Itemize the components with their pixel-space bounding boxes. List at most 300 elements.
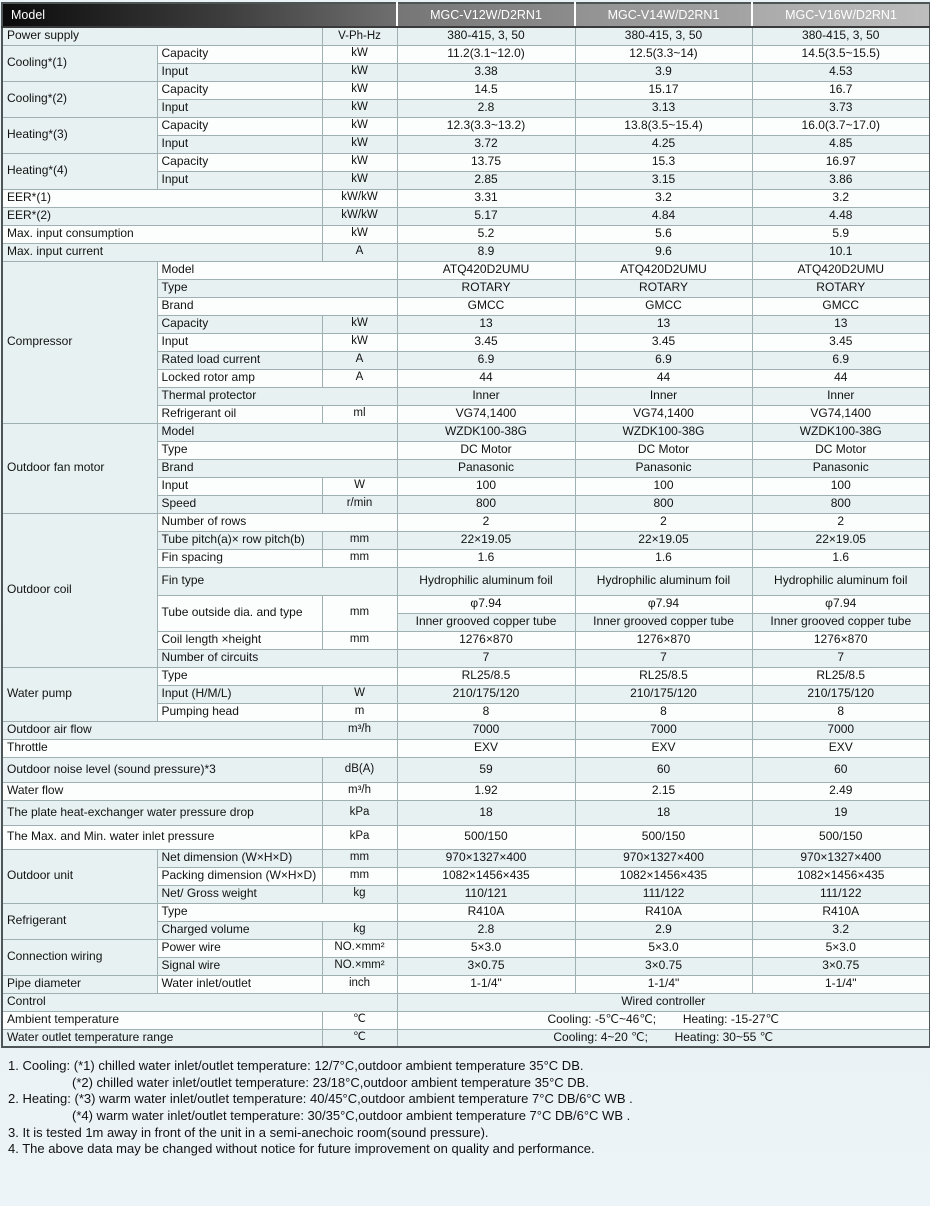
table-row bbox=[2, 721, 930, 739]
value-cell: 18 bbox=[397, 800, 575, 825]
value-cell: 4.53 bbox=[752, 63, 930, 81]
unit-cell: r/min bbox=[322, 495, 397, 513]
value-cell: 5×3.0 bbox=[752, 939, 930, 957]
sub-label-cell: Type bbox=[157, 441, 397, 459]
value-cell: Wired controller bbox=[397, 993, 930, 1011]
table-row bbox=[2, 739, 930, 757]
unit-cell: NO.×mm² bbox=[322, 939, 397, 957]
value-cell: 500/150 bbox=[397, 825, 575, 849]
unit-cell: W bbox=[322, 477, 397, 495]
value-cell: 44 bbox=[397, 369, 575, 387]
table-row bbox=[2, 27, 930, 45]
sub-label-cell: Model bbox=[157, 423, 397, 441]
sub-label-cell: Fin spacing bbox=[157, 549, 322, 567]
value-cell: 16.7 bbox=[752, 81, 930, 99]
row-label-cell: The plate heat-exchanger water pressure drop bbox=[2, 800, 322, 825]
value-cell: DC Motor bbox=[575, 441, 752, 459]
sub-label-cell: Brand bbox=[157, 297, 397, 315]
value-cell: Panasonic bbox=[397, 459, 575, 477]
value-cell: 44 bbox=[575, 369, 752, 387]
value-cell: 380-415, 3, 50 bbox=[397, 27, 575, 45]
value-cell: GMCC bbox=[752, 297, 930, 315]
table-row bbox=[2, 513, 930, 531]
value-cell: 100 bbox=[575, 477, 752, 495]
unit-cell: mm bbox=[322, 531, 397, 549]
value-cell: DC Motor bbox=[397, 441, 575, 459]
value-cell: 60 bbox=[752, 757, 930, 782]
unit-cell: kW/kW bbox=[322, 189, 397, 207]
value-cell: 100 bbox=[752, 477, 930, 495]
sub-label-cell: Thermal protector bbox=[157, 387, 397, 405]
value-cell: 5.17 bbox=[397, 207, 575, 225]
value-cell: 8 bbox=[752, 703, 930, 721]
row-label-cell: Water flow bbox=[2, 782, 322, 800]
value-cell: WZDK100-38G bbox=[397, 423, 575, 441]
unit-cell: kW bbox=[322, 333, 397, 351]
value-cell: 1.6 bbox=[397, 549, 575, 567]
value-cell: Cooling: -5℃~46℃; Heating: -15-27℃ bbox=[397, 1011, 930, 1029]
sub-label-cell: Type bbox=[157, 903, 397, 921]
value-cell: 3.45 bbox=[397, 333, 575, 351]
value-cell: 13 bbox=[575, 315, 752, 333]
value-cell: 3.45 bbox=[575, 333, 752, 351]
row-label-cell: Ambient temperature bbox=[2, 1011, 322, 1029]
group-label-cell: Pipe diameter bbox=[2, 975, 157, 993]
footnotes bbox=[8, 1058, 925, 1158]
value-cell: 15.17 bbox=[575, 81, 752, 99]
value-cell: 59 bbox=[397, 757, 575, 782]
value-cell: 10.1 bbox=[752, 243, 930, 261]
value-cell: 500/150 bbox=[752, 825, 930, 849]
value-cell: VG74,1400 bbox=[575, 405, 752, 423]
value-cell: 3×0.75 bbox=[397, 957, 575, 975]
value-cell: 4.48 bbox=[752, 207, 930, 225]
footnote-line: (*2) chilled water inlet/outlet temperature: 23/18°C,outdoor ambient temperature 35°C DB. bbox=[72, 1074, 589, 1090]
value-cell: Panasonic bbox=[575, 459, 752, 477]
unit-cell: mm bbox=[322, 631, 397, 649]
value-cell: 11.2(3.1~12.0) bbox=[397, 45, 575, 63]
group-label-cell: Cooling*(2) bbox=[2, 81, 157, 117]
value-cell: Panasonic bbox=[752, 459, 930, 477]
value-cell: 22×19.05 bbox=[397, 531, 575, 549]
unit-cell: A bbox=[322, 351, 397, 369]
sub-label-cell: Locked rotor amp bbox=[157, 369, 322, 387]
table-row bbox=[2, 153, 930, 171]
sub-label-cell: Capacity bbox=[157, 117, 322, 135]
value-cell: VG74,1400 bbox=[752, 405, 930, 423]
row-label-cell: Max. input current bbox=[2, 243, 322, 261]
value-cell: 6.9 bbox=[397, 351, 575, 369]
value-cell: 210/175/120 bbox=[575, 685, 752, 703]
value-cell: 1-1/4" bbox=[752, 975, 930, 993]
unit-cell: kW bbox=[322, 63, 397, 81]
table-row bbox=[2, 261, 930, 279]
sub-label-cell: Input bbox=[157, 477, 322, 495]
value-cell: 3.45 bbox=[752, 333, 930, 351]
table-row bbox=[2, 800, 930, 825]
group-label-cell: Outdoor unit bbox=[2, 849, 157, 903]
value-cell: 3.13 bbox=[575, 99, 752, 117]
value-cell: 970×1327×400 bbox=[397, 849, 575, 867]
table-row bbox=[2, 45, 930, 63]
spec-table-body bbox=[2, 27, 930, 1047]
table-row bbox=[2, 757, 930, 782]
value-cell: 9.6 bbox=[575, 243, 752, 261]
value-cell: VG74,1400 bbox=[397, 405, 575, 423]
sub-label-cell: Input bbox=[157, 63, 322, 81]
unit-cell: kPa bbox=[322, 825, 397, 849]
value-cell: 4.85 bbox=[752, 135, 930, 153]
sub-label-cell: Refrigerant oil bbox=[157, 405, 322, 423]
value-cell: 2.8 bbox=[397, 921, 575, 939]
value-cell: 16.0(3.7~17.0) bbox=[752, 117, 930, 135]
value-cell: 1-1/4" bbox=[397, 975, 575, 993]
unit-cell: A bbox=[322, 243, 397, 261]
value-cell: 2 bbox=[575, 513, 752, 531]
value-cell: ROTARY bbox=[397, 279, 575, 297]
unit-cell: A bbox=[322, 369, 397, 387]
group-label-cell: Outdoor fan motor bbox=[2, 423, 157, 513]
value-cell: 800 bbox=[575, 495, 752, 513]
value-cell: GMCC bbox=[397, 297, 575, 315]
sub-label-cell: Input bbox=[157, 333, 322, 351]
value-cell: 380-415, 3, 50 bbox=[752, 27, 930, 45]
unit-cell: NO.×mm² bbox=[322, 957, 397, 975]
sub-label-cell: Rated load current bbox=[157, 351, 322, 369]
value-cell: 2.9 bbox=[575, 921, 752, 939]
sub-label-cell: Input bbox=[157, 135, 322, 153]
model-name-cell: MGC-V12W/D2RN1 bbox=[397, 3, 575, 27]
table-row bbox=[2, 939, 930, 957]
unit-cell: mm bbox=[322, 849, 397, 867]
sub-label-cell: Signal wire bbox=[157, 957, 322, 975]
unit-cell: kg bbox=[322, 885, 397, 903]
value-cell: 5×3.0 bbox=[575, 939, 752, 957]
table-row bbox=[2, 189, 930, 207]
unit-cell: ℃ bbox=[322, 1011, 397, 1029]
model-header-label: Model bbox=[2, 3, 397, 27]
row-label-cell: Power supply bbox=[2, 27, 322, 45]
table-row bbox=[2, 81, 930, 99]
row-label-cell: Control bbox=[2, 993, 397, 1011]
value-cell: 5.6 bbox=[575, 225, 752, 243]
table-row bbox=[2, 1029, 930, 1047]
unit-cell: m³/h bbox=[322, 782, 397, 800]
sub-label-cell: Number of circuits bbox=[157, 649, 397, 667]
row-label-cell: The Max. and Min. water inlet pressure bbox=[2, 825, 322, 849]
sub-label-cell: Net/ Gross weight bbox=[157, 885, 322, 903]
value-cell: 1.6 bbox=[575, 549, 752, 567]
value-cell: 6.9 bbox=[575, 351, 752, 369]
table-row bbox=[2, 667, 930, 685]
table-row bbox=[2, 849, 930, 867]
value-cell: 2.8 bbox=[397, 99, 575, 117]
value-cell: 7000 bbox=[752, 721, 930, 739]
value-cell: Hydrophilic aluminum foil bbox=[575, 567, 752, 595]
value-cell: 13.75 bbox=[397, 153, 575, 171]
footnote-line: 1. Cooling: (*1) chilled water inlet/outlet temperature: 12/7°C,outdoor ambient temperature 35°C DB. bbox=[8, 1058, 584, 1073]
value-cell: 3×0.75 bbox=[752, 957, 930, 975]
unit-cell: kPa bbox=[322, 800, 397, 825]
table-row bbox=[2, 117, 930, 135]
value-cell: Inner bbox=[752, 387, 930, 405]
value-cell: 8 bbox=[575, 703, 752, 721]
group-label-cell: Heating*(4) bbox=[2, 153, 157, 189]
value-cell: R410A bbox=[397, 903, 575, 921]
sub-label-cell: Input (H/M/L) bbox=[157, 685, 322, 703]
value-cell: 3.72 bbox=[397, 135, 575, 153]
sub-label-cell: Capacity bbox=[157, 81, 322, 99]
table-row bbox=[2, 782, 930, 800]
sub-label-cell: Coil length ×height bbox=[157, 631, 322, 649]
value-cell: 4.25 bbox=[575, 135, 752, 153]
value-cell: φ7.94 bbox=[575, 595, 752, 613]
value-cell: ROTARY bbox=[752, 279, 930, 297]
value-cell: 7000 bbox=[397, 721, 575, 739]
value-cell: EXV bbox=[752, 739, 930, 757]
value-cell: 12.3(3.3~13.2) bbox=[397, 117, 575, 135]
value-cell: EXV bbox=[397, 739, 575, 757]
sub-label-cell: Input bbox=[157, 99, 322, 117]
value-cell: ATQ420D2UMU bbox=[752, 261, 930, 279]
value-cell: 3.2 bbox=[752, 921, 930, 939]
value-cell: 13 bbox=[752, 315, 930, 333]
sub-label-cell: Pumping head bbox=[157, 703, 322, 721]
table-row bbox=[2, 903, 930, 921]
sub-label-cell: Tube pitch(a)× row pitch(b) bbox=[157, 531, 322, 549]
value-cell: 1082×1456×435 bbox=[397, 867, 575, 885]
value-cell: RL25/8.5 bbox=[752, 667, 930, 685]
value-cell: EXV bbox=[575, 739, 752, 757]
value-cell: 4.84 bbox=[575, 207, 752, 225]
value-cell: 3.15 bbox=[575, 171, 752, 189]
value-cell: 800 bbox=[752, 495, 930, 513]
value-cell: 14.5 bbox=[397, 81, 575, 99]
sub-label-cell: Capacity bbox=[157, 45, 322, 63]
footnote-line: 4. The above data may be changed without notice for future improvement on quality and performance. bbox=[8, 1141, 595, 1157]
group-label-cell: Heating*(3) bbox=[2, 117, 157, 153]
sub-label-cell: Fin type bbox=[157, 567, 397, 595]
value-cell: 8 bbox=[397, 703, 575, 721]
sub-label-cell: Model bbox=[157, 261, 397, 279]
value-cell: 970×1327×400 bbox=[575, 849, 752, 867]
value-cell: 3.38 bbox=[397, 63, 575, 81]
model-name-cell: MGC-V16W/D2RN1 bbox=[752, 3, 930, 27]
sub-label-cell: Input bbox=[157, 171, 322, 189]
value-cell: 8.9 bbox=[397, 243, 575, 261]
value-cell: 12.5(3.3~14) bbox=[575, 45, 752, 63]
unit-cell: kW bbox=[322, 315, 397, 333]
sub-label-cell: Water inlet/outlet bbox=[157, 975, 322, 993]
row-label-cell: Water outlet temperature range bbox=[2, 1029, 322, 1047]
value-cell: 7 bbox=[752, 649, 930, 667]
value-cell: 3.86 bbox=[752, 171, 930, 189]
value-cell: 800 bbox=[397, 495, 575, 513]
value-cell: 16.97 bbox=[752, 153, 930, 171]
sub-label-cell: Packing dimension (W×H×D) bbox=[157, 867, 322, 885]
value-cell: RL25/8.5 bbox=[397, 667, 575, 685]
value-cell: 2.49 bbox=[752, 782, 930, 800]
value-cell: 19 bbox=[752, 800, 930, 825]
sub-label-cell: Type bbox=[157, 667, 397, 685]
value-cell: 1276×870 bbox=[752, 631, 930, 649]
row-label-cell: Throttle bbox=[2, 739, 397, 757]
value-cell: 7000 bbox=[575, 721, 752, 739]
specification-table bbox=[1, 2, 930, 1048]
unit-cell: V-Ph-Hz bbox=[322, 27, 397, 45]
value-cell: 14.5(3.5~15.5) bbox=[752, 45, 930, 63]
value-cell: 3.73 bbox=[752, 99, 930, 117]
unit-cell: ml bbox=[322, 405, 397, 423]
group-label-cell: Outdoor coil bbox=[2, 513, 157, 667]
row-label-cell: Outdoor noise level (sound pressure)*3 bbox=[2, 757, 322, 782]
model-name-cell: MGC-V14W/D2RN1 bbox=[575, 3, 752, 27]
unit-cell: kW bbox=[322, 81, 397, 99]
row-label-cell: EER*(2) bbox=[2, 207, 322, 225]
model-header-row bbox=[2, 3, 930, 27]
sub-label-cell: Capacity bbox=[157, 315, 322, 333]
table-row bbox=[2, 207, 930, 225]
sub-label-cell: Number of rows bbox=[157, 513, 397, 531]
value-cell: 2.15 bbox=[575, 782, 752, 800]
unit-cell: kW bbox=[322, 117, 397, 135]
unit-cell: kW bbox=[322, 45, 397, 63]
unit-cell: kW bbox=[322, 171, 397, 189]
unit-cell: ℃ bbox=[322, 1029, 397, 1047]
value-cell: 5.2 bbox=[397, 225, 575, 243]
value-cell: 3×0.75 bbox=[575, 957, 752, 975]
table-row bbox=[2, 423, 930, 441]
value-cell: WZDK100-38G bbox=[575, 423, 752, 441]
value-cell: 13.8(3.5~15.4) bbox=[575, 117, 752, 135]
value-cell: 44 bbox=[752, 369, 930, 387]
sub-label-cell: Charged volume bbox=[157, 921, 322, 939]
unit-cell: kW bbox=[322, 153, 397, 171]
value-cell: φ7.94 bbox=[397, 595, 575, 613]
unit-cell: inch bbox=[322, 975, 397, 993]
group-label-cell: Water pump bbox=[2, 667, 157, 721]
value-cell: 22×19.05 bbox=[575, 531, 752, 549]
table-row bbox=[2, 243, 930, 261]
value-cell: Inner grooved copper tube bbox=[752, 613, 930, 631]
unit-cell: kW bbox=[322, 99, 397, 117]
value-cell: 5.9 bbox=[752, 225, 930, 243]
value-cell: 3.2 bbox=[575, 189, 752, 207]
value-cell: Inner grooved copper tube bbox=[397, 613, 575, 631]
unit-cell: mm bbox=[322, 549, 397, 567]
value-cell: 1082×1456×435 bbox=[575, 867, 752, 885]
table-row bbox=[2, 825, 930, 849]
value-cell: 1276×870 bbox=[575, 631, 752, 649]
value-cell: 5×3.0 bbox=[397, 939, 575, 957]
sub-label-cell: Brand bbox=[157, 459, 397, 477]
value-cell: Inner bbox=[575, 387, 752, 405]
value-cell: 970×1327×400 bbox=[752, 849, 930, 867]
group-label-cell: Refrigerant bbox=[2, 903, 157, 939]
value-cell: 18 bbox=[575, 800, 752, 825]
value-cell: 110/121 bbox=[397, 885, 575, 903]
value-cell: GMCC bbox=[575, 297, 752, 315]
value-cell: DC Motor bbox=[752, 441, 930, 459]
unit-cell: mm bbox=[322, 595, 397, 631]
value-cell: 1082×1456×435 bbox=[752, 867, 930, 885]
value-cell: 1276×870 bbox=[397, 631, 575, 649]
value-cell: 60 bbox=[575, 757, 752, 782]
value-cell: 3.2 bbox=[752, 189, 930, 207]
footnote-line: (*4) warm water inlet/outlet temperature: 30/35°C,outdoor ambient temperature 7°C DB/6°C WB . bbox=[72, 1107, 631, 1123]
value-cell: ATQ420D2UMU bbox=[397, 261, 575, 279]
value-cell: ATQ420D2UMU bbox=[575, 261, 752, 279]
value-cell: 111/122 bbox=[575, 885, 752, 903]
group-label-cell: Connection wiring bbox=[2, 939, 157, 975]
sub-label-cell: Type bbox=[157, 279, 397, 297]
value-cell: 3.31 bbox=[397, 189, 575, 207]
value-cell: ROTARY bbox=[575, 279, 752, 297]
footnote-line: 2. Heating: (*3) warm water inlet/outlet temperature: 40/45°C,outdoor ambient temperature 7°C DB/6°C WB . bbox=[8, 1091, 633, 1107]
value-cell: φ7.94 bbox=[752, 595, 930, 613]
value-cell: 111/122 bbox=[752, 885, 930, 903]
value-cell: 7 bbox=[397, 649, 575, 667]
value-cell: Hydrophilic aluminum foil bbox=[752, 567, 930, 595]
value-cell: Cooling: 4~20 ℃; Heating: 30~55 ℃ bbox=[397, 1029, 930, 1047]
unit-cell: kW bbox=[322, 225, 397, 243]
sub-label-cell: Speed bbox=[157, 495, 322, 513]
row-label-cell: Max. input consumption bbox=[2, 225, 322, 243]
value-cell: RL25/8.5 bbox=[575, 667, 752, 685]
value-cell: Inner bbox=[397, 387, 575, 405]
unit-cell: dB(A) bbox=[322, 757, 397, 782]
value-cell: 22×19.05 bbox=[752, 531, 930, 549]
sub-label-cell: Tube outside dia. and type bbox=[157, 595, 322, 631]
value-cell: 1.92 bbox=[397, 782, 575, 800]
value-cell: 6.9 bbox=[752, 351, 930, 369]
value-cell: 13 bbox=[397, 315, 575, 333]
value-cell: 100 bbox=[397, 477, 575, 495]
table-row bbox=[2, 975, 930, 993]
value-cell: 15.3 bbox=[575, 153, 752, 171]
value-cell: 2.85 bbox=[397, 171, 575, 189]
group-label-cell: Compressor bbox=[2, 261, 157, 423]
value-cell: R410A bbox=[575, 903, 752, 921]
value-cell: R410A bbox=[752, 903, 930, 921]
sub-label-cell: Power wire bbox=[157, 939, 322, 957]
value-cell: Inner grooved copper tube bbox=[575, 613, 752, 631]
unit-cell: W bbox=[322, 685, 397, 703]
unit-cell: m bbox=[322, 703, 397, 721]
value-cell: 2 bbox=[752, 513, 930, 531]
value-cell: 210/175/120 bbox=[397, 685, 575, 703]
unit-cell: kW bbox=[322, 135, 397, 153]
value-cell: 210/175/120 bbox=[752, 685, 930, 703]
unit-cell: mm bbox=[322, 867, 397, 885]
unit-cell: m³/h bbox=[322, 721, 397, 739]
table-row bbox=[2, 993, 930, 1011]
value-cell: WZDK100-38G bbox=[752, 423, 930, 441]
value-cell: 1-1/4" bbox=[575, 975, 752, 993]
unit-cell: kW/kW bbox=[322, 207, 397, 225]
footnote-line: 3. It is tested 1m away in front of the unit in a semi-anechoic room(sound pressure). bbox=[8, 1124, 489, 1140]
sub-label-cell: Capacity bbox=[157, 153, 322, 171]
row-label-cell: EER*(1) bbox=[2, 189, 322, 207]
table-row bbox=[2, 225, 930, 243]
row-label-cell: Outdoor air flow bbox=[2, 721, 322, 739]
unit-cell: kg bbox=[322, 921, 397, 939]
value-cell: 500/150 bbox=[575, 825, 752, 849]
value-cell: 7 bbox=[575, 649, 752, 667]
value-cell: 380-415, 3, 50 bbox=[575, 27, 752, 45]
value-cell: 1.6 bbox=[752, 549, 930, 567]
value-cell: 3.9 bbox=[575, 63, 752, 81]
